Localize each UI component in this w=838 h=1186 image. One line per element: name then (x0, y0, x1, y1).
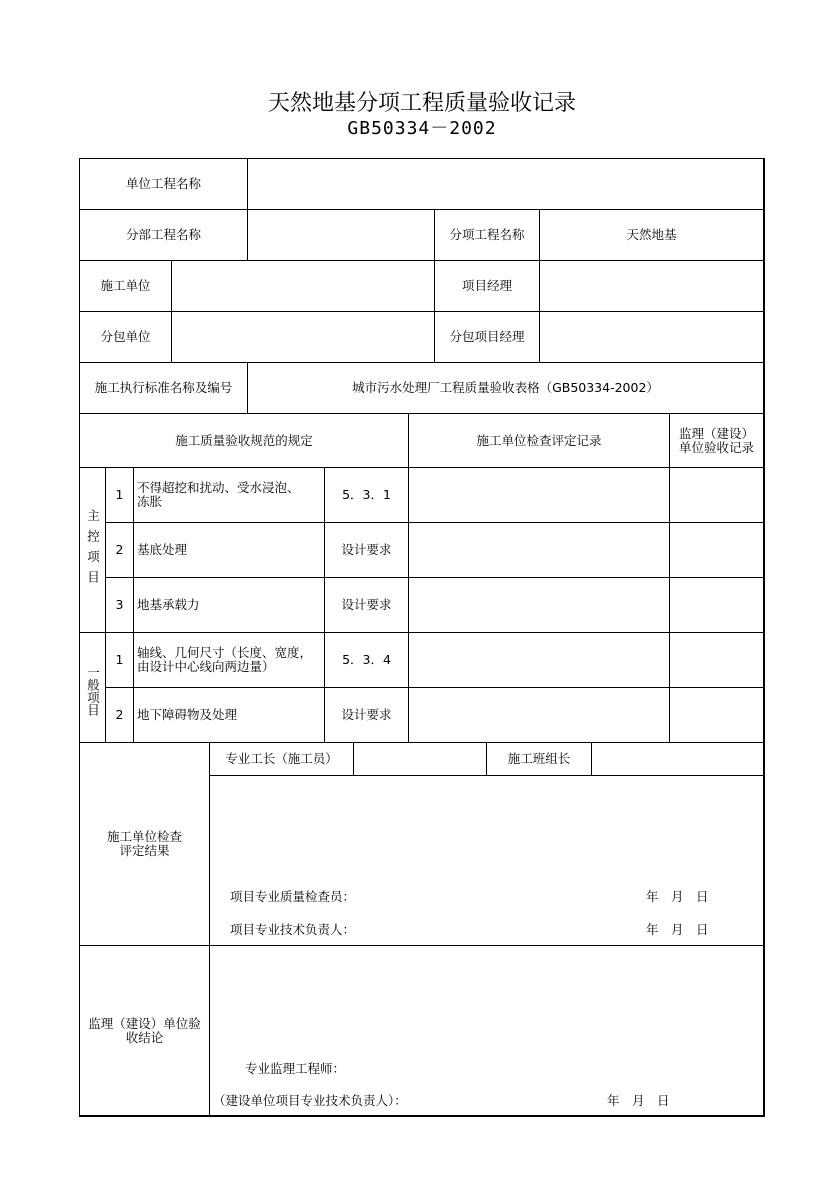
supervisor-record-cell[interactable] (669, 467, 764, 523)
item-description: 不得超挖和扰动、受水浸泡、冻胀 (133, 467, 325, 523)
standard-label: 施工执行标准名称及编号 (79, 362, 248, 414)
contractor-result-area[interactable] (209, 775, 764, 946)
pm-field[interactable] (539, 260, 764, 312)
standard-code: GB50334－2002 (347, 118, 497, 139)
main-group-text: 主控项目 (85, 509, 101, 591)
supervisor-result-area[interactable] (209, 945, 764, 1116)
team-leader-label: 施工班组长 (486, 742, 592, 776)
subitem-label: 分项工程名称 (434, 209, 540, 261)
tech-lead-label: 项目专业技术负责人： (230, 922, 356, 937)
inspector-label: 项目专业质量检查员： (230, 889, 356, 904)
standard-field[interactable]: 城市污水处理厂工程质量验收表格（GB50334-2002） (247, 362, 764, 414)
subitem-field[interactable]: 天然地基 (539, 209, 764, 261)
item-description: 基底处理 (133, 522, 325, 578)
supervisor-record-cell[interactable] (669, 522, 764, 578)
division-label: 分部工程名称 (79, 209, 248, 261)
contractor-record-cell[interactable] (408, 687, 670, 743)
spec-header: 施工质量验收规范的规定 (79, 413, 409, 468)
inspector-date: 年 月 日 (646, 889, 709, 904)
pm-label: 项目经理 (434, 260, 540, 312)
supervisor-record-cell[interactable] (669, 632, 764, 688)
supervisor-record-header: 监理（建设）单位验收记录 (669, 413, 764, 468)
sub-pm-label: 分包项目经理 (434, 311, 540, 363)
supervisor-result-label: 监理（建设）单位验收结论 (79, 945, 210, 1116)
engineer-label: 专业监理工程师： (245, 1061, 346, 1076)
subcontractor-label: 分包单位 (79, 311, 172, 363)
foreman-field[interactable] (353, 742, 487, 776)
supervisor-date: 年 月 日 (607, 1093, 670, 1108)
unit-project-label: 单位工程名称 (79, 158, 248, 210)
unit-project-field[interactable] (247, 158, 764, 210)
sub-pm-field[interactable] (539, 311, 764, 363)
item-no: 1 (105, 632, 134, 688)
supervisor-record-cell[interactable] (669, 687, 764, 743)
item-no: 2 (105, 522, 134, 578)
item-no: 3 (105, 577, 134, 633)
item-spec: 5．3．4 (324, 632, 409, 688)
general-group-label (79, 632, 106, 743)
contractor-label: 施工单位 (79, 260, 172, 312)
contractor-record-cell[interactable] (408, 467, 670, 523)
contractor-record-cell[interactable] (408, 522, 670, 578)
contractor-field[interactable] (171, 260, 435, 312)
item-spec: 设计要求 (324, 577, 409, 633)
subcontractor-field[interactable] (171, 311, 435, 363)
contractor-record-cell[interactable] (408, 632, 670, 688)
division-field[interactable] (247, 209, 435, 261)
contractor-record-cell[interactable] (408, 577, 670, 633)
foreman-label: 专业工长（施工员） (209, 742, 354, 776)
contractor-record-header: 施工单位检查评定记录 (408, 413, 670, 468)
item-description: 地基承载力 (133, 577, 325, 633)
supervisor-record-cell[interactable] (669, 577, 764, 633)
item-spec: 设计要求 (324, 687, 409, 743)
tech-lead-date: 年 月 日 (646, 922, 709, 937)
item-description: 地下障碍物及处理 (133, 687, 325, 743)
contractor-result-label: 施工单位检查评定结果 (79, 742, 210, 946)
general-group-text: 一般项目 (85, 666, 101, 716)
item-description: 轴线、几何尺寸（长度、宽度，由设计中心线向两边量） (133, 632, 325, 688)
page-title: 天然地基分项工程质量验收记录 (267, 91, 576, 116)
main-group-label (79, 467, 106, 633)
owner-label: （建设单位项目专业技术负责人）： (213, 1093, 407, 1108)
team-leader-field[interactable] (591, 742, 764, 776)
item-spec: 设计要求 (324, 522, 409, 578)
item-no: 2 (105, 687, 134, 743)
item-spec: 5．3．1 (324, 467, 409, 523)
item-no: 1 (105, 467, 134, 523)
